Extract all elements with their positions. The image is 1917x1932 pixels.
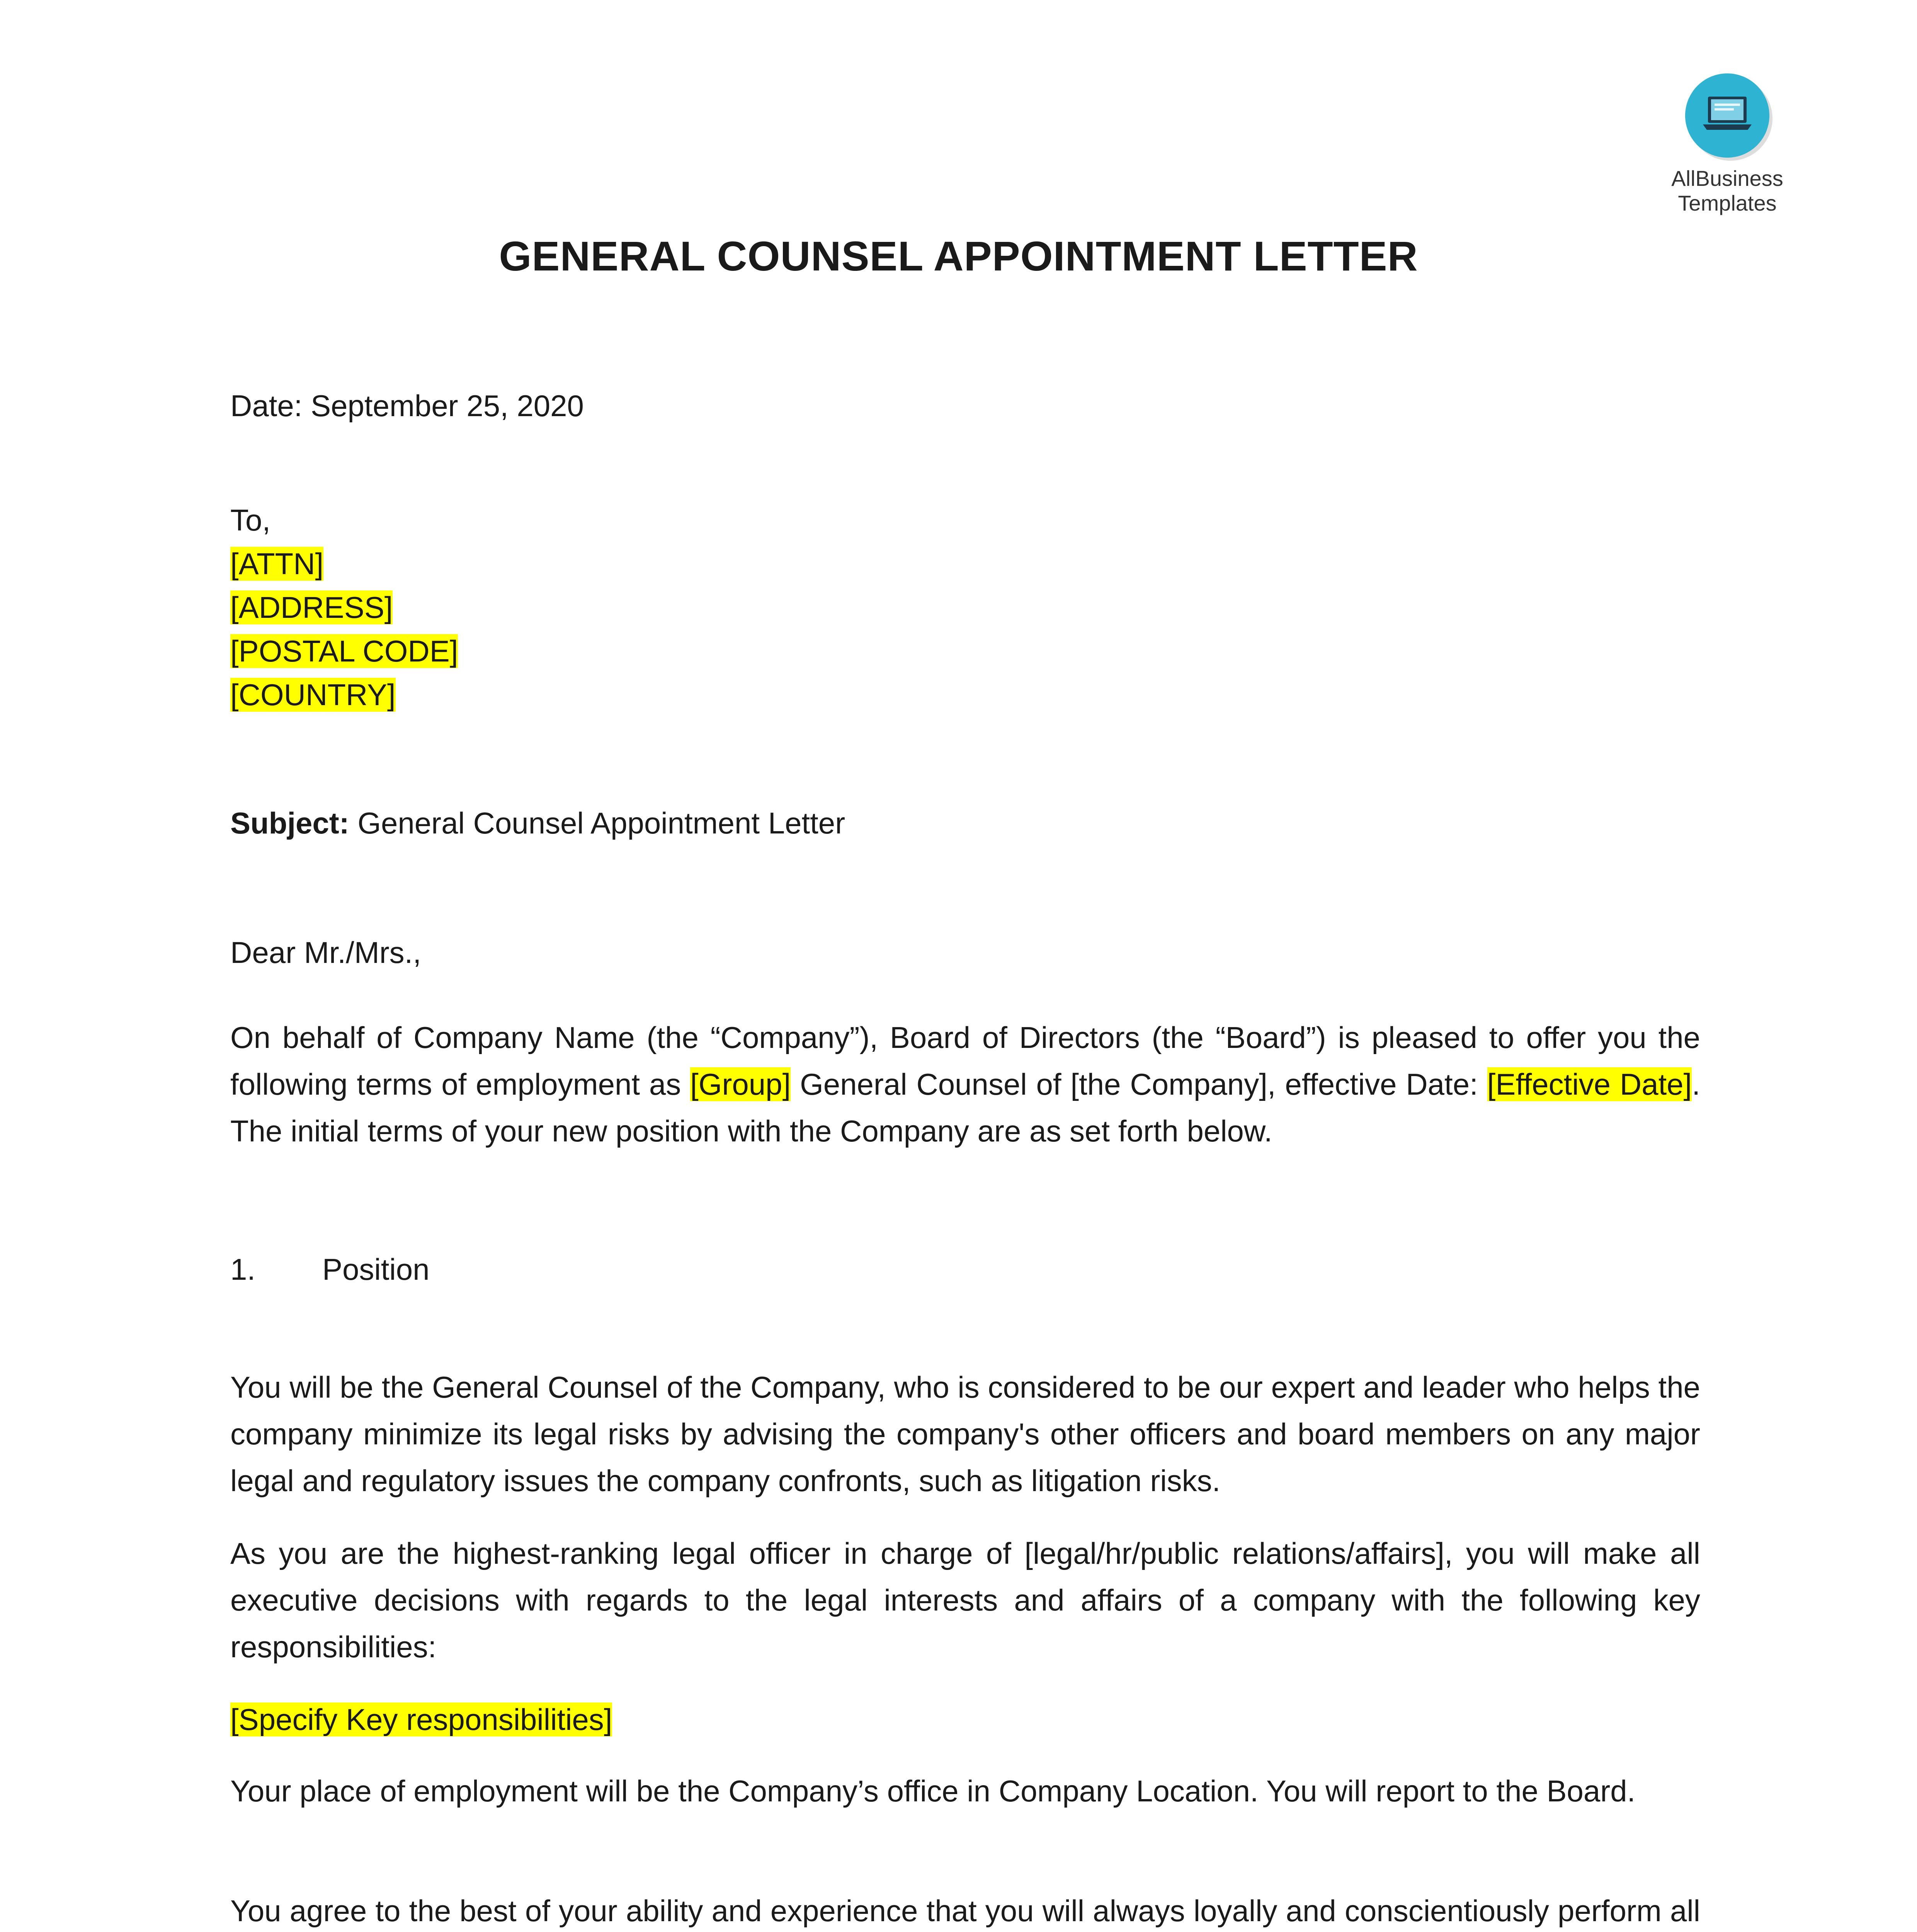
address-country: [COUNTRY]	[230, 678, 396, 712]
address-attn: [ATTN]	[230, 547, 324, 581]
intro-text-2: General Counsel of [the Company], effective Date:	[791, 1067, 1487, 1101]
position-paragraph-3: Your place of employment will be the Company’s office in Company Location. You will report to the Board.	[230, 1774, 1636, 1808]
intro-text-3: . The initial terms of your new position with the Company are as set forth below.	[230, 1067, 1701, 1148]
section-1-number: 1.	[230, 1252, 256, 1286]
recipient-block	[230, 498, 1700, 717]
logo-text-line2: Templates	[1678, 191, 1777, 215]
section-1-heading	[230, 1248, 430, 1291]
address-postal-code: [POSTAL CODE]	[230, 634, 458, 668]
intro-text-1: On behalf of Company Name (the “Company”), Board of Directors (the “Board”) is pleased to offer you the following terms of employment as	[230, 1020, 1700, 1101]
position-paragraph-1: You will be the General Counsel of the Company, who is considered to be our expert and leader who helps the company minimize its legal risks by advising the company's other officers and board members on any major legal and regulatory issues the company confronts, such as litigation risks.	[230, 1370, 1700, 1498]
key-responsibilities	[230, 1696, 1700, 1743]
key-responsibilities-placeholder: [Specify Key responsibilities]	[230, 1702, 612, 1736]
address-street: [ADDRESS]	[230, 590, 393, 624]
letter-date: Date: September 25, 2020	[230, 389, 584, 423]
intro-paragraph	[230, 1014, 1700, 1155]
laptop-icon	[1685, 73, 1769, 158]
allbusiness-logo	[1658, 73, 1797, 216]
effective-date-placeholder: [Effective Date]	[1487, 1067, 1692, 1101]
position-paragraph-4: You agree to the best of your ability and experience that you will always loyally and conscientiously perform all	[230, 1894, 1700, 1928]
subject-line	[230, 800, 1700, 847]
subject-label: Subject:	[230, 806, 349, 840]
section-1-title: Position	[322, 1252, 430, 1286]
document-title: GENERAL COUNSEL APPOINTMENT LETTER	[499, 233, 1418, 279]
salutation: Dear Mr./Mrs.,	[230, 935, 422, 969]
group-placeholder: [Group]	[690, 1067, 791, 1101]
to-label: To,	[230, 503, 271, 537]
subject-text: General Counsel Appointment Letter	[357, 806, 845, 840]
position-paragraph-2: As you are the highest-ranking legal officer in charge of [legal/hr/public relations/affairs], you will make all executive decisions with regards to the legal interests and affairs of a company with the following key responsibilities:	[230, 1536, 1700, 1664]
logo-text-line1: AllBusiness	[1671, 166, 1783, 190]
